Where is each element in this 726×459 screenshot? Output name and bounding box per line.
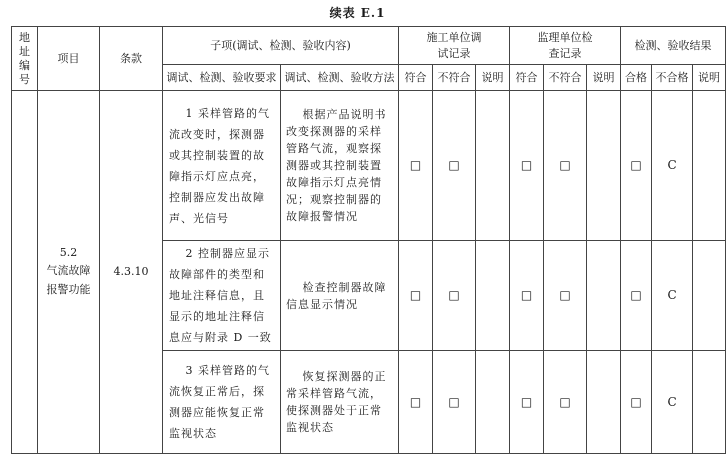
method-cell: 恢复探测器的正常采样管路气流，使探测器处于正常监视状态 xyxy=(281,351,399,454)
result-qualified-checkbox[interactable]: □ xyxy=(621,241,652,351)
construction-note-cell[interactable] xyxy=(476,91,510,241)
clause-cell: 4.3.10 xyxy=(100,91,163,454)
header-note: 说明 xyxy=(693,65,726,91)
address-no-cell xyxy=(12,91,38,454)
construction-conform-checkbox[interactable]: □ xyxy=(399,241,433,351)
item-code: 5.2 xyxy=(59,246,78,259)
table-row xyxy=(12,91,726,241)
construction-nonconform-checkbox[interactable]: □ xyxy=(433,241,476,351)
result-note-cell[interactable] xyxy=(693,241,726,351)
header-conform: 符合 xyxy=(510,65,544,91)
method-cell: 检查控制器故障信息显示情况 xyxy=(281,241,399,351)
supervision-note-cell[interactable] xyxy=(587,241,621,351)
construction-nonconform-checkbox[interactable]: □ xyxy=(433,91,476,241)
construction-nonconform-checkbox[interactable]: □ xyxy=(433,351,476,454)
item-cell xyxy=(38,91,100,454)
header-note: 说明 xyxy=(476,65,510,91)
supervision-note-cell[interactable] xyxy=(587,351,621,454)
header-unqualified: 不合格 xyxy=(652,65,693,91)
requirement-cell: 3 采样管路的气流恢复正常后，探测器应能恢复正常监视状态 xyxy=(163,351,281,454)
result-unqualified-mark[interactable]: C xyxy=(652,241,693,351)
supervision-conform-checkbox[interactable]: □ xyxy=(510,91,544,241)
item-name: 气流故障报警功能 xyxy=(46,264,91,296)
result-unqualified-mark[interactable]: C xyxy=(652,351,693,454)
header-nonconform: 不符合 xyxy=(544,65,587,91)
result-note-cell[interactable] xyxy=(693,91,726,241)
result-note-cell[interactable] xyxy=(693,351,726,454)
construction-conform-checkbox[interactable]: □ xyxy=(399,351,433,454)
result-qualified-checkbox[interactable]: □ xyxy=(621,91,652,241)
supervision-note-cell[interactable] xyxy=(587,91,621,241)
header-clause: 条款 xyxy=(100,27,163,91)
header-supervision-unit: 监理单位检查记录 xyxy=(510,27,621,65)
header-note: 说明 xyxy=(587,65,621,91)
supervision-nonconform-checkbox[interactable]: □ xyxy=(544,91,587,241)
header-construction-unit: 施工单位调试记录 xyxy=(399,27,510,65)
header-qualified: 合格 xyxy=(621,65,652,91)
header-nonconform: 不符合 xyxy=(433,65,476,91)
supervision-nonconform-checkbox[interactable]: □ xyxy=(544,351,587,454)
result-qualified-checkbox[interactable]: □ xyxy=(621,351,652,454)
header-inspection-result: 检测、验收结果 xyxy=(621,27,726,65)
construction-conform-checkbox[interactable]: □ xyxy=(399,91,433,241)
table-caption: 续表 E.1 xyxy=(329,6,386,20)
header-address-no: 地址编号 xyxy=(12,27,38,91)
requirement-cell: 1 采样管路的气流改变时，探测器或其控制装置的故障指示灯应点亮，控制器应发出故障声、光信号 xyxy=(163,91,281,241)
header-sub-item: 子项(调试、检测、验收内容) xyxy=(163,27,399,65)
header-row-1 xyxy=(12,27,726,65)
supervision-conform-checkbox[interactable]: □ xyxy=(510,241,544,351)
supervision-nonconform-checkbox[interactable]: □ xyxy=(544,241,587,351)
requirement-cell: 2 控制器应显示故障部件的类型和地址注释信息，且显示的地址注释信息应与附录 D 一致 xyxy=(163,241,281,351)
header-method: 调试、检测、验收方法 xyxy=(281,65,399,91)
result-unqualified-mark[interactable]: C xyxy=(652,91,693,241)
supervision-conform-checkbox[interactable]: □ xyxy=(510,351,544,454)
header-conform: 符合 xyxy=(399,65,433,91)
inspection-record-table xyxy=(11,26,726,454)
method-cell: 根据产品说明书改变探测器的采样管路气流，观察探测器或其控制装置故障指示灯点亮情况；观察控制器的故障报警情况 xyxy=(281,91,399,241)
construction-note-cell[interactable] xyxy=(476,351,510,454)
header-requirement: 调试、检测、验收要求 xyxy=(163,65,281,91)
construction-note-cell[interactable] xyxy=(476,241,510,351)
header-item: 项目 xyxy=(38,27,100,91)
